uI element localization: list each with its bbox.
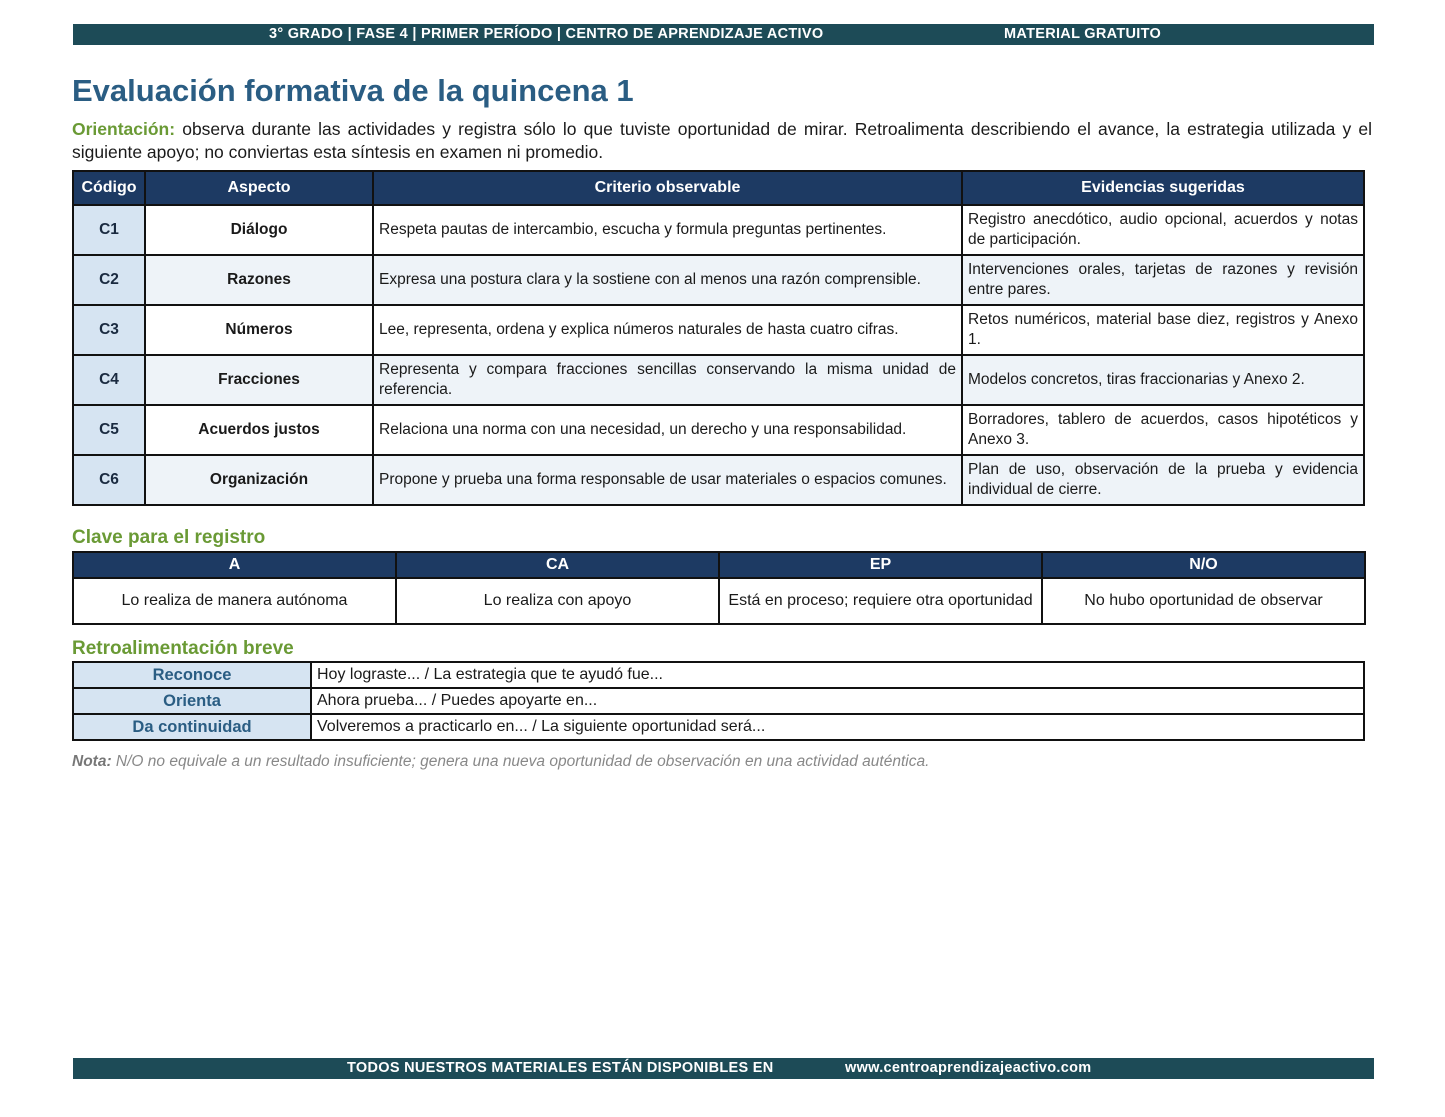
criterion-description: Respeta pautas de intercambio, escucha y formula preguntas pertinentes.	[373, 205, 962, 255]
criterion-evidence: Intervenciones orales, tarjetas de razones y revisión entre pares.	[962, 255, 1364, 305]
feedback-table	[72, 661, 1365, 741]
criterion-aspect: Diálogo	[145, 205, 373, 255]
table-row	[73, 662, 1364, 688]
criterion-evidence: Plan de uso, observación de la prueba y evidencia individual de cierre.	[962, 455, 1364, 505]
note	[72, 753, 929, 771]
criteria-table	[72, 170, 1365, 506]
criterion-description: Representa y compara fracciones sencillas conservando la misma unidad de referencia.	[373, 355, 962, 405]
criterion-evidence: Borradores, tablero de acuerdos, casos hipotéticos y Anexo 3.	[962, 405, 1364, 455]
key-code-ep: EP	[719, 552, 1042, 578]
header-grade-info: 3° GRADO | FASE 4 | PRIMER PERÍODO | CENTRO DE APRENDIZAJE ACTIVO	[269, 26, 824, 42]
table-row	[73, 405, 1364, 455]
criterion-aspect: Acuerdos justos	[145, 405, 373, 455]
feedback-heading: Retroalimentación breve	[72, 638, 294, 659]
feedback-label: Da continuidad	[73, 714, 311, 740]
key-code-no: N/O	[1042, 552, 1365, 578]
key-description: No hubo oportunidad de observar	[1042, 578, 1365, 624]
key-description: Lo realiza de manera autónoma	[73, 578, 396, 624]
key-table	[72, 551, 1366, 625]
criteria-header-row	[73, 171, 1364, 205]
criterion-description: Expresa una postura clara y la sostiene con al menos una razón comprensible.	[373, 255, 962, 305]
column-header-evidence: Evidencias sugeridas	[962, 171, 1364, 205]
criterion-code: C5	[73, 405, 145, 455]
table-row	[73, 305, 1364, 355]
feedback-text: Ahora prueba... / Puedes apoyarte en...	[311, 688, 1364, 714]
key-code-ca: CA	[396, 552, 719, 578]
feedback-label: Orienta	[73, 688, 311, 714]
table-row	[73, 205, 1364, 255]
orientation-text: observa durante las actividades y registra sólo lo que tuviste oportunidad de mirar. Retroalimenta describiendo el avance, la estrategia utilizada y el siguiente apoyo; no conviertas esta síntesis en examen ni promedio.	[72, 119, 1372, 162]
table-row	[73, 714, 1364, 740]
criterion-evidence: Modelos concretos, tiras fraccionarias y Anexo 2.	[962, 355, 1364, 405]
criterion-code: C4	[73, 355, 145, 405]
note-label: Nota:	[72, 753, 112, 770]
feedback-text: Volveremos a practicarlo en... / La siguiente oportunidad será...	[311, 714, 1364, 740]
page-title: Evaluación formativa de la quincena 1	[72, 73, 634, 108]
feedback-text: Hoy lograste... / La estrategia que te ayudó fue...	[311, 662, 1364, 688]
header-free-label: MATERIAL GRATUITO	[1004, 26, 1162, 42]
criterion-description: Relaciona una norma con una necesidad, un derecho y una responsabilidad.	[373, 405, 962, 455]
column-header-criterion: Criterio observable	[373, 171, 962, 205]
table-row	[73, 255, 1364, 305]
orientation-label: Orientación:	[72, 119, 176, 139]
column-header-code: Código	[73, 171, 145, 205]
key-description: Lo realiza con apoyo	[396, 578, 719, 624]
table-row	[73, 355, 1364, 405]
key-code-a: A	[73, 552, 396, 578]
criterion-code: C6	[73, 455, 145, 505]
criterion-aspect: Organización	[145, 455, 373, 505]
note-text: N/O no equivale a un resultado insuficiente; genera una nueva oportunidad de observación en una actividad auténtica.	[115, 753, 930, 770]
table-row	[73, 688, 1364, 714]
footer-band	[73, 1058, 1374, 1079]
key-heading: Clave para el registro	[72, 527, 266, 548]
criterion-code: C2	[73, 255, 145, 305]
criterion-aspect: Números	[145, 305, 373, 355]
criterion-evidence: Retos numéricos, material base diez, registros y Anexo 1.	[962, 305, 1364, 355]
footer-text: TODOS NUESTROS MATERIALES ESTÁN DISPONIBLES EN	[347, 1060, 774, 1076]
key-description-row	[73, 578, 1365, 624]
key-header-row	[73, 552, 1365, 578]
criterion-description: Lee, representa, ordena y explica números naturales de hasta cuatro cifras.	[373, 305, 962, 355]
criterion-evidence: Registro anecdótico, audio opcional, acuerdos y notas de participación.	[962, 205, 1364, 255]
criterion-aspect: Fracciones	[145, 355, 373, 405]
criterion-aspect: Razones	[145, 255, 373, 305]
footer-url: www.centroaprendizajeactivo.com	[845, 1060, 1092, 1076]
criterion-description: Propone y prueba una forma responsable de usar materiales o espacios comunes.	[373, 455, 962, 505]
criterion-code: C1	[73, 205, 145, 255]
column-header-aspect: Aspecto	[145, 171, 373, 205]
feedback-label: Reconoce	[73, 662, 311, 688]
orientation-paragraph	[72, 118, 1372, 164]
header-band	[73, 24, 1374, 45]
criterion-code: C3	[73, 305, 145, 355]
key-description: Está en proceso; requiere otra oportunidad	[719, 578, 1042, 624]
table-row	[73, 455, 1364, 505]
